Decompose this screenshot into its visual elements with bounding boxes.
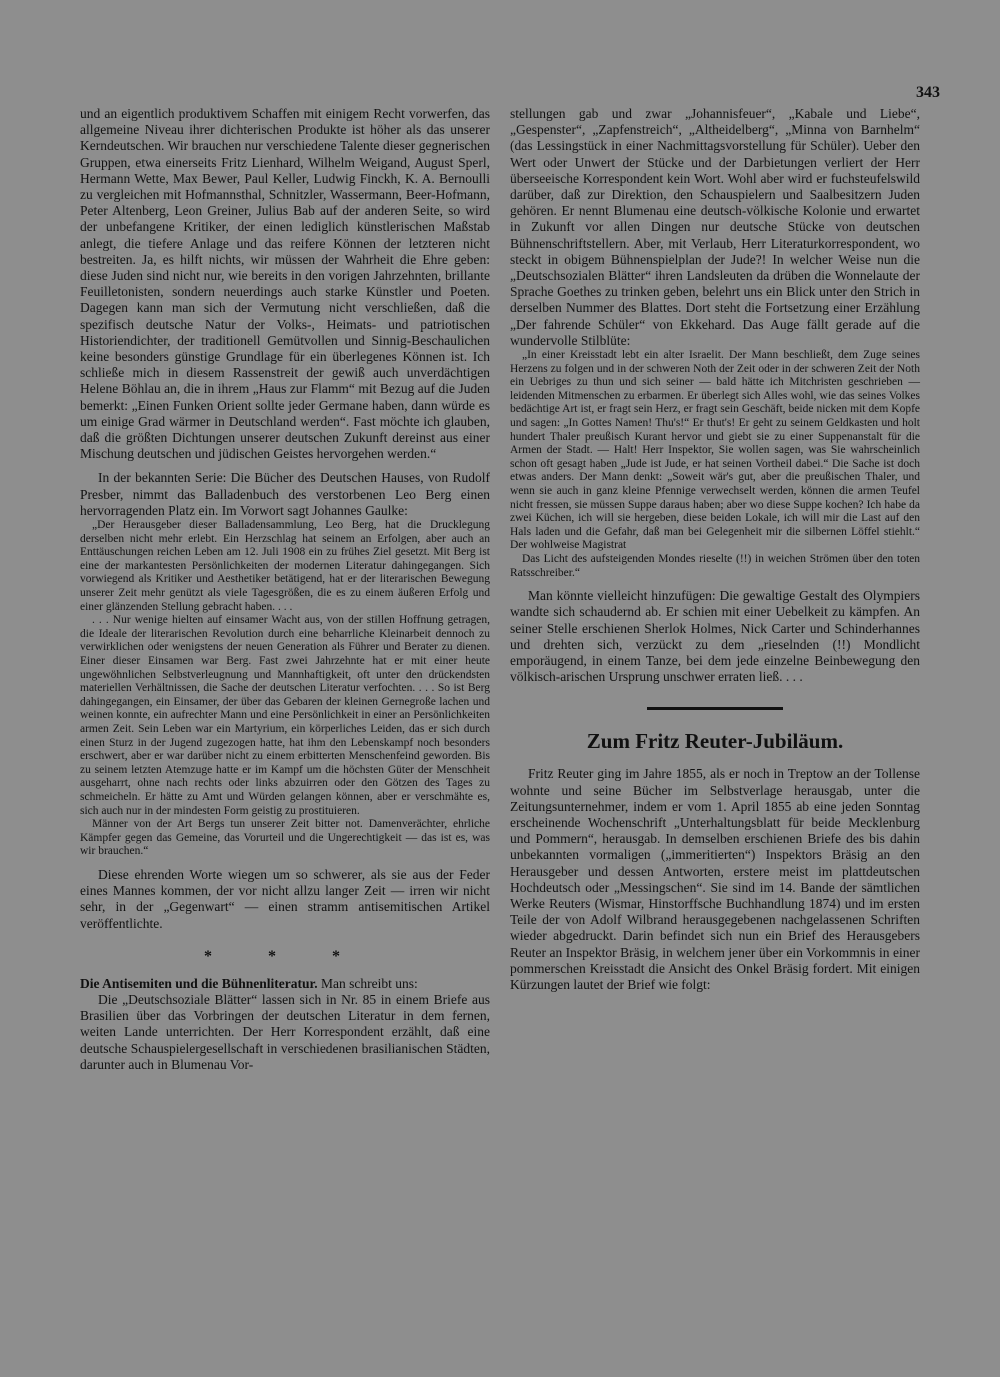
- quotation: Männer von der Art Bergs tun unserer Zeit bitter not. Damenverächter, ehrliche Kämpfer gegen das Gemeine, das Vorurteil und die Ungerechtigkeit — das ist es, was wir brauchen.“: [80, 818, 490, 858]
- paragraph: stellungen gab und zwar „Johannisfeuer“, „Kabale und Liebe“, „Gespenster“, „Zapfenstreich“, „Altheidelberg“, „Minna von Barnhelm“ (das Lessingstück in einer Nachmittagsvorstellung für Schüler). Ueber den Wert oder Unwert der Stücke und der Darbietungen verliert der Herr überseeische Korrespondent kein Wort. Wohl aber wird er fuchsteufelswild darüber, daß zur Direktion, den Schauspielern und Saalbesitzern Juden gehören. Er nennt Blumenau eine deutsch-völkische Kolonie und erwartet in Zukunft vor allen Dingen nur deutsche Stücke von deutschen Bühnenschriftstellern. Aber, mit Verlaub, Herr Literaturkorrespondent, wo steckt in obigem Bühnenspielplan der Jude?! In welcher Weise nun die „Deutschsozialen Blätter“ ihren Landsleuten da drüben die Wonnelaute der Sprache Goethes zu trinken geben, belehrt uns ein Blick unter den Strich in derselben Nummer des Blattes. Dort steht die Fortsetzung einer Erzählung „Der fahrende Schüler“ von Ekkehard. Das Auge fällt gerade auf die wundervolle Stilblüte:: [510, 106, 920, 348]
- quotation: „Der Herausgeber dieser Balladensammlung, Leo Berg, hat die Drucklegung derselben nicht mehr erlebt. Ein Herzschlag hat seinem an Erfolgen, aber auch an Enttäuschungen reichen Leben am 12. Juli 1908 ein zu frühes Ziel gesetzt. Mit Berg ist eine der markantesten Persönlichkeiten der modernen Literatur dahingegangen. Sich vorwiegend als Kritiker und Aesthetiker betätigend, hat er der literarischen Bewegung unserer Zeit mehr genützt als viele Tagesgrößen, die es zu einem äußeren Erfolg und einer glänzenden Stellung gebracht haben. . . .: [80, 519, 490, 613]
- paragraph: Diese ehrenden Worte wiegen um so schwerer, als sie aus der Feder eines Mannes kommen, der vor nicht allzu langer Zeit — irren wir nicht sehr, in der „Gegenwart“ — einen stramm antisemitischen Artikel veröffentlichte.: [80, 866, 490, 931]
- paragraph: Fritz Reuter ging im Jahre 1855, als er noch in Treptow an der Tollense wohnte und seine Bücher im Selbstverlage herausgab, unter die Zeitungsunternehmer, indem er vom 1. April 1855 ab eine jeden Sonntag erscheinende Wochenschrift „Unterhaltungsblatt für beide Mecklenburg und Pommern“, herausgab. In demselben erschienen Briefe des bis dahin unbekannten vormaligen („immeritierten“) Inspektors Bräsig an den Herausgeber und dessen Antworten, erstere meist im plattdeutschen Hochdeutsch oder „Messingschen“. Sie sind im 14. Bande der sämtlichen Werke Reuters (Wismar, Hinstorffsche Buchhandlung 1874) und im ersten Teile der von Adolf Wilbrand herausgegebenen nachgelassenen Schriften wieder abgedruckt. Darin befindet sich nun ein Brief des Herausgebers Reuter an Inspektor Bräsig, in welchem jener über ein Vorkommnis in einer pommerschen Kreisstadt die Ansicht des Onkel Bräsig fordert. Mit einigen Kürzungen lautet der Brief wie folgt:: [510, 766, 920, 992]
- section-divider-stars: * * *: [204, 947, 366, 965]
- quotation: . . . Nur wenige hielten auf einsamer Wacht aus, von der stillen Hoffnung getragen, die Ideale der literarischen Revolution durch eine beharrliche Kleinarbeit dennoch zu verwirklichen oder wenigstens der neuen Generation als Führer und Berater zu dienen. Einer dieser Einsamen war Berg. Fast zwei Jahrzehnte hat er mit einer heute ungewöhnlichen Selbstverleugnung und Mannhaftigkeit, oft unter den drückendsten materiellen Verhältnissen, die Sache der deutschen Literatur verfochten. . . . So ist Berg dahingegangen, ein Einsamer, der über das Gebaren der kleinen Gernegroße lachen und weinen konnte, ein aufrechter Mann und eine Persönlichkeit in einer an Persönlichkeiten armen Zeit. Sein Leben war ein Martyrium, ein körperliches Leiden, das er sich durch einen Sturz in der Jugend zugezogen hatte, hat ihm den Lebenskampf noch besonders erschwert, aber er war darüber nicht zu einem erbitterten Menschenfeind geworden. Bis zu seinem letzten Atemzuge hatte er im Kampf um die höchsten Güter der Menschheit ausgeharrt, ohne nach rechts oder links abzuirren oder den Götzen des Tages zu schmeicheln. Er hätte zu Amt und Würden gelangen können, aber er verschmähte es, sich auch nur in der mindesten Form geistig zu prostituieren.: [80, 614, 490, 817]
- subheading-text: Man schreibt uns:: [321, 975, 418, 991]
- quotation: „In einer Kreisstadt lebt ein alter Israelit. Der Mann beschließt, dem Zuge seines Herzens zu folgen und in der schweren Noth der Zeit oder in der schweren Zeit der Noth ein Uebriges zu thun und sich seiner — bald hätte ich Mitchristen geschrieben — leidenden Mitmenschen zu erbarmen. Er überlegt sich Alles wohl, wie das seines Volkes bedächtige Art ist, er fragt sein Herz, er fragt sein Geschäft, beide nicken mit dem Kopfe und sagen: „In Gottes Namen! Thu's!“ Er thut's! Er geht zu seinem Geldkasten und holt hundert Thaler preußisch Kurant hervor und giebt sie zu einer Suppenanstalt für die Armen der Stadt. — Halt! Herr Inspektor, Sie wollen sagen, was Sie wahrscheinlich schon oft gesagt haben „Jude ist Jude, er hat seinen Vortheil dabei.“ Die Sache ist doch etwas anders. Der Mann denkt: „Soweit wär's gut, aber die preußischen Thaler, und wenn sie auch in ganz kleine Pfennige verwechselt werden, können die armen Teufel nicht fressen, sie müssen Suppe daraus haben; aber wo diese Suppe kochen? Ich habe da zwei Küchen, ich will sie hergeben, diese beiden Lokale, ich will mir die Last auf den Hals laden und die Gefahr, daß man bei Gelegenheit mir die silbernen Löffel stiehlt.“ Der wohlweise Magistrat: [510, 349, 920, 552]
- section-rule: [647, 707, 783, 710]
- subheading-paragraph: [80, 976, 490, 992]
- right-column: [510, 106, 920, 993]
- paragraph: Man könnte vielleicht hinzufügen: Die gewaltige Gestalt des Olympiers wandte sich schaudernd ab. Er schien mit einer Uebelkeit zu kämpfen. An seiner Stelle erschienen Sherlok Holmes, Nick Carter und Schinderhannes und drehten sich, verzückt zu dem „rieselnden (!!) Mondlicht emporäugend, in einem Tanze, bei dem jede einzelne Beinbewegung den völkisch-arischen Ursprung unschwer erraten ließ. . . .: [510, 588, 920, 685]
- left-column: [80, 106, 490, 1073]
- page-number: 343: [916, 84, 940, 101]
- subheading: Die Antisemiten und die Bühnenliteratur.: [80, 975, 318, 991]
- paragraph: In der bekannten Serie: Die Bücher des Deutschen Hauses, von Rudolf Presber, nimmt das Balladenbuch des verstorbenen Leo Berg einen hervorragenden Platz ein. Im Vorwort sagt Johannes Gaulke:: [80, 470, 490, 518]
- paragraph: und an eigentlich produktivem Schaffen mit einigem Recht vorwerfen, das allgemeine Niveau ihrer dichterischen Produkte ist höher als das unserer Kerndeutschen. Wir brauchen nur verschiedene Talente dieser gegnerischen Gruppen, etwa einerseits Fritz Lienhard, Wilhelm Weigand, August Sperl, Hermann Wette, Max Bewer, Paul Keller, Ludwig Finckh, K. A. Bernoulli zu vergleichen mit Hofmannsthal, Schnitzler, Wassermann, Beer-Hofmann, Peter Altenberg, Leon Greiner, Julius Bab auf der anderen Seite, so wird der unbefangene Kritiker, der einen lediglich künstlerischen Maßstab anlegt, die tiefere Anlage und das reifere Können der letzteren nicht bestreiten. Ja, es hilft nichts, wir müssen der Wahrheit die Ehre geben: diese Juden sind nicht nur, wie bereits in den vorigen Jahrzehnten, brillante Feuilletonisten, sondern neuerdings auch starke Künstler und Poeten. Dagegen kann man sich der Vermutung nicht verschließen, daß die spezifisch deutsche Natur der Volks-, Heimats- und patriotischen Historiendichter, der traditionell Gemütvollen und Sinnig-Beschaulichen keine besonders günstige Grundlage für ein überlegenes Können ist. Ich schließe mich in diesem Rassenstreit der gewiß auch unverdächtigen Helene Böhlau an, die in ihrem „Haus zur Flamm“ mit Bezug auf die Juden bemerkt: „Einen Funken Orient sollte jeder Germane haben, dann würde es um einige Grad wärmer in Deutschland werden“. Fast möchte ich glauben, daß die größten Dichtungen unserer deutschen Zukunft dereinst aus einer Mischung deutschen und jüdischen Geistes hervorgehen werden.“: [80, 106, 490, 462]
- article-heading: Zum Fritz Reuter-Jubiläum.: [586, 729, 844, 754]
- quotation: Das Licht des aufsteigenden Mondes rieselte (!!) in weichen Strömen über den toten Ratsschreiber.“: [510, 552, 920, 579]
- paragraph: Die „Deutschsoziale Blätter“ lassen sich in Nr. 85 in einem Briefe aus Brasilien über das Vorbringen der deutschen Literatur in dem fernen, weiten Lande unterrichten. Der Herr Korrespondent erzählt, daß eine deutsche Schauspielergesellschaft in verschiedenen brasilianischen Städten, darunter auch in Blumenau Vor-: [80, 991, 490, 1072]
